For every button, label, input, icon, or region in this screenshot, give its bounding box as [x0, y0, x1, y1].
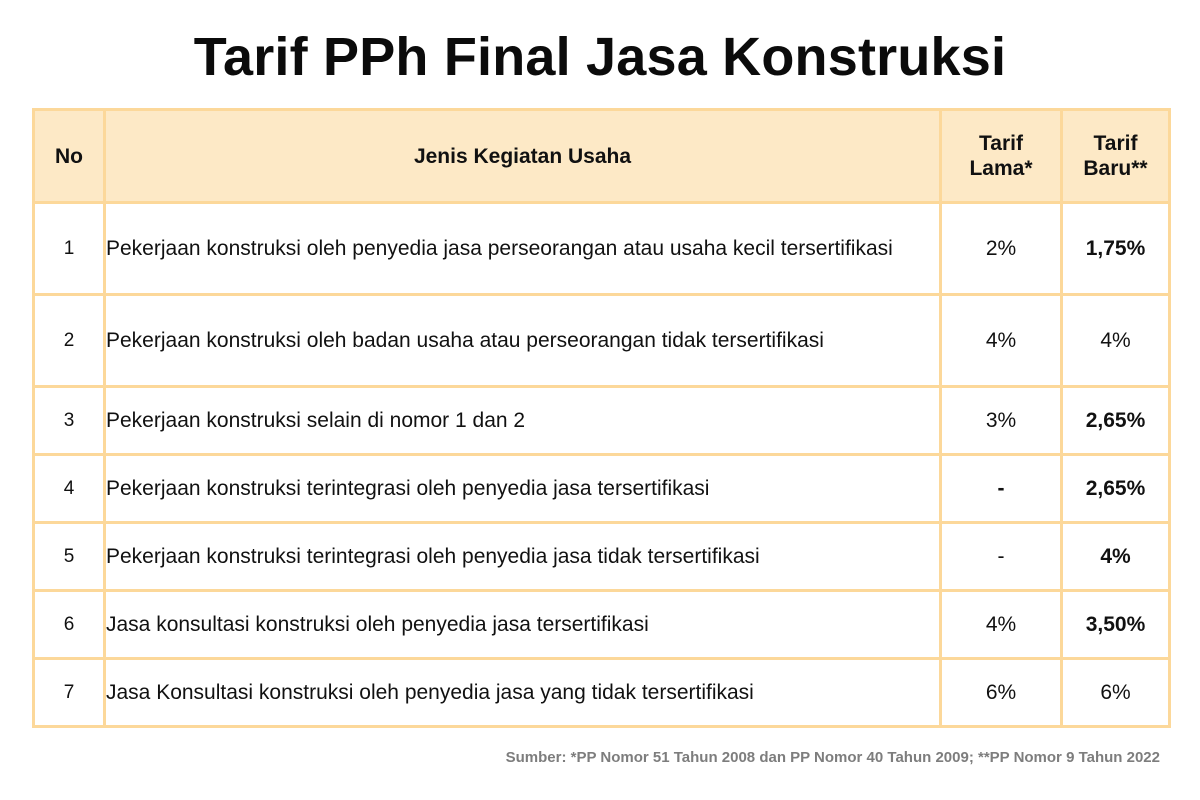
table-row	[34, 387, 1170, 455]
page-title: Tarif PPh Final Jasa Konstruksi	[193, 27, 1007, 87]
cell-tarif-lama: 3%	[941, 387, 1062, 455]
header-tarif-lama	[941, 110, 1062, 203]
cell-tarif-baru: 2,65%	[1062, 455, 1170, 523]
cell-no: 7	[34, 659, 105, 727]
table-row	[34, 523, 1170, 591]
cell-tarif-baru: 4%	[1062, 295, 1170, 387]
cell-jenis: Jasa konsultasi konstruksi oleh penyedia jasa tersertifikasi	[105, 591, 941, 659]
header-tarif-lama-line2: Lama*	[969, 157, 1033, 180]
cell-jenis: Pekerjaan konstruksi selain di nomor 1 dan 2	[105, 387, 941, 455]
cell-tarif-lama: 2%	[941, 203, 1062, 295]
cell-no: 1	[34, 203, 105, 295]
cell-no: 3	[34, 387, 105, 455]
cell-jenis: Pekerjaan konstruksi terintegrasi oleh penyedia jasa tidak tersertifikasi	[105, 523, 941, 591]
cell-tarif-lama: -	[941, 455, 1062, 523]
cell-tarif-lama: -	[941, 523, 1062, 591]
header-tarif-baru	[1062, 110, 1170, 203]
header-no: No	[34, 110, 105, 203]
cell-jenis: Pekerjaan konstruksi oleh penyedia jasa perseorangan atau usaha kecil tersertifikasi	[105, 203, 941, 295]
table-row	[34, 203, 1170, 295]
cell-tarif-baru: 4%	[1062, 523, 1170, 591]
table-header-row	[34, 110, 1170, 203]
cell-no: 5	[34, 523, 105, 591]
cell-tarif-baru: 6%	[1062, 659, 1170, 727]
header-tarif-baru-line2: Baru**	[1083, 157, 1148, 180]
table-row	[34, 659, 1170, 727]
header-tarif-baru-line1: Tarif	[1093, 132, 1138, 155]
table-row	[34, 455, 1170, 523]
cell-jenis: Pekerjaan konstruksi oleh badan usaha atau perseorangan tidak tersertifikasi	[105, 295, 941, 387]
cell-tarif-baru: 3,50%	[1062, 591, 1170, 659]
cell-tarif-lama: 6%	[941, 659, 1062, 727]
tariff-table	[32, 108, 1171, 728]
cell-jenis: Jasa Konsultasi konstruksi oleh penyedia jasa yang tidak tersertifikasi	[105, 659, 941, 727]
header-jenis-kegiatan: Jenis Kegiatan Usaha	[105, 110, 941, 203]
cell-tarif-lama: 4%	[941, 591, 1062, 659]
table-row	[34, 295, 1170, 387]
cell-no: 6	[34, 591, 105, 659]
cell-no: 2	[34, 295, 105, 387]
cell-jenis: Pekerjaan konstruksi terintegrasi oleh penyedia jasa tersertifikasi	[105, 455, 941, 523]
cell-tarif-lama: 4%	[941, 295, 1062, 387]
header-tarif-lama-line1: Tarif	[979, 132, 1023, 155]
cell-tarif-baru: 2,65%	[1062, 387, 1170, 455]
cell-no: 4	[34, 455, 105, 523]
source-note: Sumber: *PP Nomor 51 Tahun 2008 dan PP Nomor 40 Tahun 2009; **PP Nomor 9 Tahun 2022	[505, 749, 1160, 766]
cell-tarif-baru: 1,75%	[1062, 203, 1170, 295]
table-row	[34, 591, 1170, 659]
